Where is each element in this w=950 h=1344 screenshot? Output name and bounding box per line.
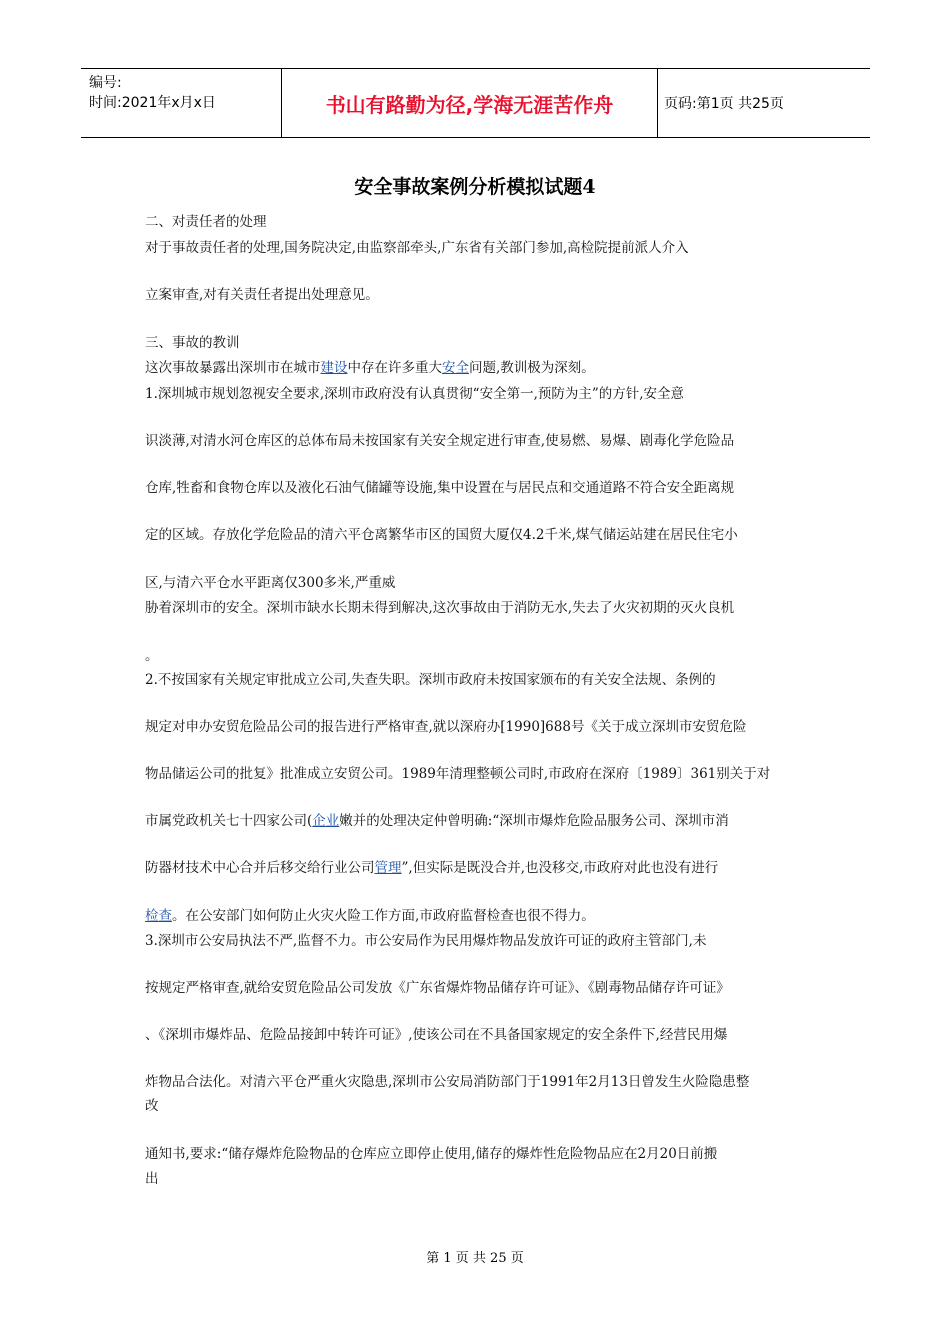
text-line	[145, 356, 595, 376]
text-line	[145, 571, 395, 591]
text-span: 防器材技术中心合并后移交给行业公司	[145, 860, 375, 876]
text-line	[145, 1094, 159, 1114]
text-line	[145, 904, 595, 924]
text-line	[145, 809, 729, 829]
text-span: 1.深圳城市规划忽视安全要求,深圳市政府没有认真贯彻“安全第一,预防为主”的方针,安全意	[145, 386, 685, 402]
text-span: ”,但实际是既没合并,也没移交,市政府对此也没有进行	[401, 860, 719, 876]
text-span: 、《深圳市爆炸品、危险品接卸中转许可证》,使该公司在不具备国家规定的安全条件下,经营民用爆	[145, 1027, 728, 1043]
text-line	[145, 1142, 717, 1162]
header-motto: 书山有路勤为径,学海无涯苦作舟	[325, 92, 614, 117]
text-line	[145, 596, 734, 616]
text-span: 市属党政机关七十四家公司(	[145, 813, 313, 829]
text-span: 规定对申办安贸危险品公司的报告进行严格审查,就以深府办[1990]688号《关于成立深圳市安贸危险	[145, 719, 747, 735]
text-line	[145, 668, 716, 688]
text-line	[145, 1023, 727, 1043]
doc-number-label: 编号:	[89, 75, 122, 91]
text-line	[145, 1167, 159, 1187]
text-span: 三、事故的教训	[145, 335, 240, 351]
header-meta-cell	[81, 69, 282, 137]
text-span: 2.不按国家有关规定审批成立公司,失查失职。深圳市政府未按国家颁布的有关安全法规、条例的	[145, 672, 716, 688]
text-line	[145, 856, 718, 876]
inline-link[interactable]: 企业	[312, 813, 340, 829]
text-span: 改	[145, 1098, 159, 1114]
text-line	[145, 523, 738, 543]
text-line	[145, 476, 734, 496]
text-line	[145, 283, 379, 303]
text-span: 这次事故暴露出深圳市在城市	[145, 360, 321, 376]
text-line	[145, 210, 267, 230]
inline-link[interactable]: 安全	[442, 360, 469, 376]
text-span: 问题,教训极为深刻。	[469, 360, 595, 376]
text-span: 3.深圳市公安局执法不严,监督不力。市公安局作为民用爆炸物品发放许可证的政府主管部门,未	[145, 933, 707, 949]
text-span: 二、对责任者的处理	[145, 214, 267, 230]
text-span: 。	[145, 648, 159, 664]
text-span: 。在公安部门如何防止火灾火险工作方面,市政府监督检查也很不得力。	[172, 908, 595, 924]
text-line	[145, 1070, 749, 1090]
document-title: 安全事故案例分析模拟试题4	[354, 176, 596, 198]
text-span: 通知书,要求:“储存爆炸危险物品的仓库应立即停止使用,储存的爆炸性危险物品应在2月20日前搬	[145, 1146, 718, 1162]
text-span: 胁着深圳市的安全。深圳市缺水长期未得到解决,这次事故由于消防无水,失去了火灾初期的灭火良机	[145, 600, 735, 616]
text-span: 识淡薄,对清水河仓库区的总体布局未按国家有关安全规定进行审查,使易燃、易爆、剧毒化学危险品	[145, 433, 735, 449]
text-line	[145, 644, 159, 664]
text-line	[145, 382, 684, 402]
text-line	[145, 331, 240, 351]
inline-link[interactable]: 检查	[145, 908, 172, 924]
text-line	[145, 929, 706, 949]
text-span: 立案审查,对有关责任者提出处理意见。	[145, 287, 379, 303]
text-line	[145, 976, 730, 996]
header-page-cell	[658, 69, 870, 137]
inline-link[interactable]: 建设	[320, 360, 348, 376]
header-page-info: 页码:第1页 共25页	[664, 96, 784, 112]
text-span: 定的区域。存放化学危险品的清六平仓离繁华市区的国贸大厦仅4.2千米,煤气储运站建在居民住宅小	[145, 527, 738, 543]
text-span: 嫩并的处理决定仲曾明确:“深圳市爆炸危险品服务公司、深圳市消	[339, 813, 729, 829]
header-motto-cell	[282, 69, 658, 137]
text-line	[145, 429, 734, 449]
text-span: 中存在许多重大	[347, 360, 442, 376]
text-span: 区,与清六平仓水平距离仅300多米,严重威	[145, 575, 396, 591]
text-span: 出	[145, 1171, 159, 1187]
text-line	[145, 236, 689, 256]
inline-link[interactable]: 管理	[374, 860, 402, 876]
text-line	[145, 762, 770, 782]
text-span: 对于事故责任者的处理,国务院决定,由监察部牵头,广东省有关部门参加,高检院提前派人介入	[145, 240, 689, 256]
text-span: 物品储运公司的批复》批准成立安贸公司。1989年清理整顿公司时,市政府在深府〔1989〕361别关于对	[145, 766, 771, 782]
text-span: 仓库,牲畜和食物仓库以及液化石油气储罐等设施,集中设置在与居民点和交通道路不符合安全距离规	[145, 480, 735, 496]
header-table	[81, 68, 870, 138]
text-span: 按规定严格审查,就给安贸危险品公司发放《广东省爆炸物品储存许可证》、《剧毒物品储存许可证》	[145, 980, 730, 996]
text-line	[145, 715, 746, 735]
doc-date-label: 时间:2021年x月x日	[89, 95, 216, 111]
text-span: 炸物品合法化。对清六平仓严重火灾隐患,深圳市公安局消防部门于1991年2月13日曾发生火险隐患整	[145, 1074, 750, 1090]
page-footer: 第 1 页 共 25 页	[426, 1251, 524, 1266]
